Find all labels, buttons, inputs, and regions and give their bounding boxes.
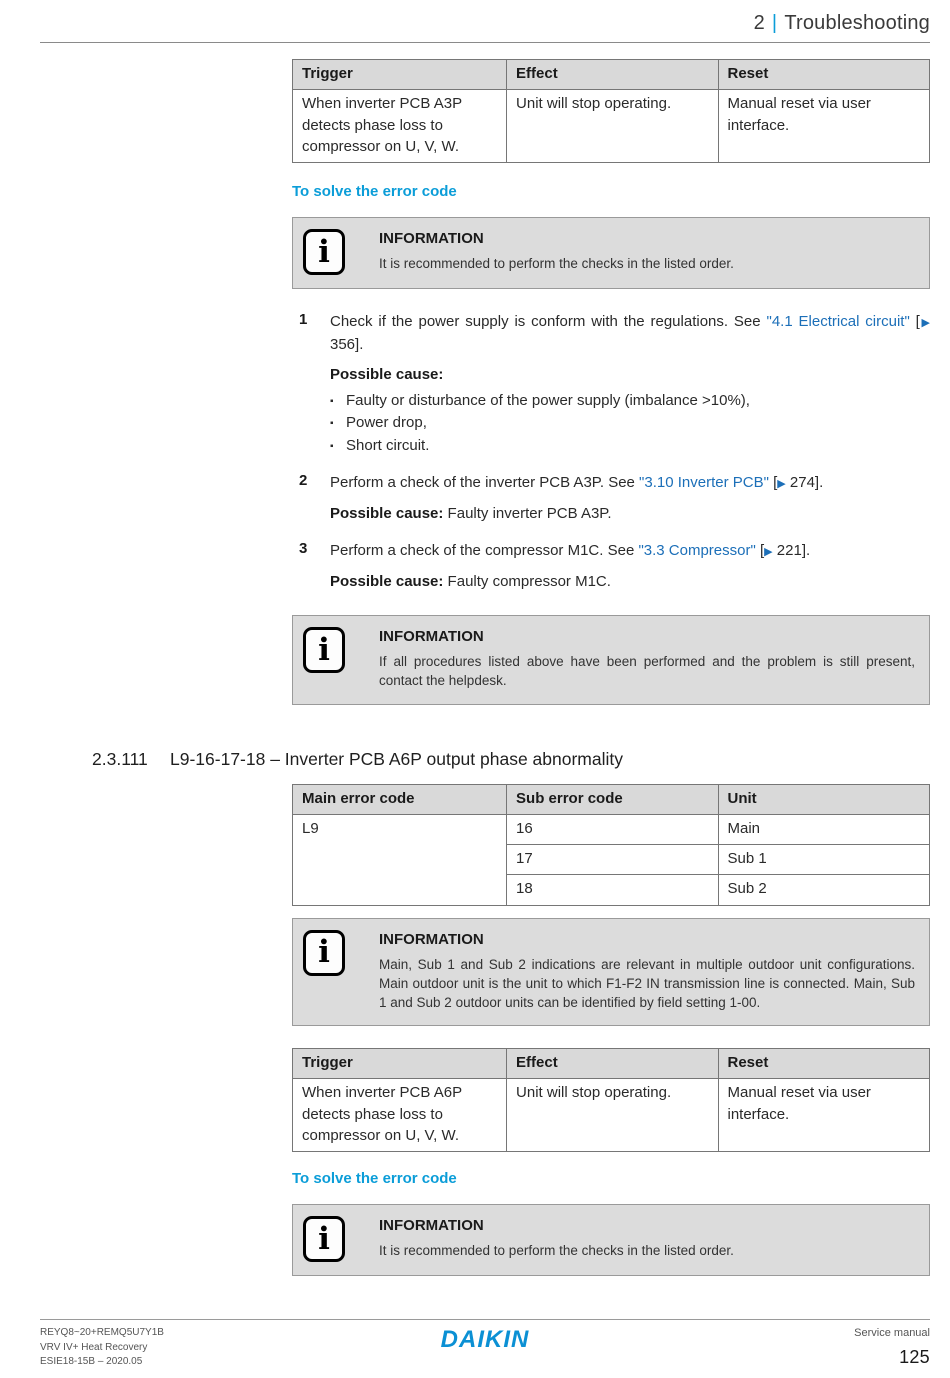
info-i-glyph: i <box>318 1220 330 1257</box>
table-cell-effect: Unit will stop operating. <box>507 1079 718 1152</box>
info-title: INFORMATION <box>379 930 484 948</box>
info-i-glyph: i <box>318 934 330 971</box>
ref-page: 221]. <box>772 542 811 560</box>
column-header-main-error-code: Main error code <box>293 784 507 814</box>
bullet-icon: ▪ <box>330 440 334 452</box>
page-number: 125 <box>899 1346 930 1367</box>
content-area <box>0 43 950 1276</box>
ref-page: 356]. <box>330 335 364 353</box>
list-item <box>330 390 930 413</box>
column-header-effect: Effect <box>507 1049 718 1079</box>
step-text-part: Perform a check of the inverter PCB A3P. See <box>330 474 640 492</box>
error-code-table <box>292 784 930 906</box>
bullet-icon: ▪ <box>330 395 334 407</box>
possible-cause <box>330 503 930 526</box>
table-cell-main-code: L9 <box>293 814 507 905</box>
bullet-text: Faulty or disturbance of the power supply (imbalance >10%), <box>346 391 750 409</box>
information-box <box>292 918 930 1026</box>
to-solve-heading: To solve the error code <box>292 1170 457 1188</box>
information-box <box>292 615 930 704</box>
step-1 <box>292 311 930 457</box>
cross-reference-link[interactable]: "3.3 Compressor" <box>638 542 756 560</box>
step-number: 2 <box>299 472 308 490</box>
info-title: INFORMATION <box>379 230 484 248</box>
info-text: It is recommended to perform the checks in the listed order. <box>379 1243 734 1259</box>
table-cell-unit: Sub 2 <box>718 875 930 905</box>
table-cell-trigger: When inverter PCB A6P detects phase loss to compressor on U, V, W. <box>293 1079 507 1152</box>
footer-doc-ref: ESIE18-15B – 2020.05 <box>40 1356 143 1368</box>
chapter-title <box>40 12 930 35</box>
ref-bracket: [ <box>909 313 920 331</box>
possible-cause-label: Possible cause: <box>330 366 444 384</box>
ref-arrow-icon: ▶ <box>764 546 773 559</box>
step-3 <box>292 540 930 593</box>
table-row <box>293 1079 930 1152</box>
step-body <box>330 540 930 593</box>
information-box <box>292 217 930 289</box>
info-text: It is recommended to perform the checks in the listed order. <box>379 256 734 272</box>
info-content <box>379 229 915 275</box>
bullet-text: Power drop, <box>346 414 427 432</box>
info-content <box>379 930 915 1012</box>
footer-product: VRV IV+ Heat Recovery <box>40 1341 148 1353</box>
bullet-icon: ▪ <box>330 418 334 430</box>
page-header <box>0 0 950 35</box>
step-2 <box>292 472 930 525</box>
column-header-effect: Effect <box>507 60 718 90</box>
ref-page: 274]. <box>785 474 824 492</box>
cross-reference-link[interactable]: "4.1 Electrical circuit" <box>766 313 910 331</box>
info-text: If all procedures listed above have been performed and the problem is still present, contact the helpdesk. <box>379 654 915 689</box>
info-i-glyph: i <box>318 233 330 270</box>
cause-bullet-list <box>330 390 930 458</box>
trigger-effect-reset-table-a6p <box>292 1048 930 1152</box>
information-icon <box>303 930 345 976</box>
page-footer <box>40 1319 930 1370</box>
possible-cause-label: Possible cause: <box>330 504 444 522</box>
table-row <box>293 90 930 163</box>
section-number: 2.3.111 <box>92 748 148 769</box>
step-text-part: Perform a check of the compressor M1C. See <box>330 542 639 560</box>
possible-cause <box>330 571 930 594</box>
ref-bracket: [ <box>755 542 765 560</box>
chapter-number: 2 <box>753 12 765 34</box>
information-icon <box>303 627 345 673</box>
table-cell-sub-code: 18 <box>507 875 718 905</box>
table-row <box>293 814 930 844</box>
section-heading <box>92 749 930 770</box>
info-content <box>379 627 915 690</box>
table-cell-sub-code: 16 <box>507 814 718 844</box>
info-title: INFORMATION <box>379 628 484 646</box>
info-text: Main, Sub 1 and Sub 2 indications are relevant in multiple outdoor unit configurations. Main outdoor unit is the unit to which F1-F2 IN transmission line is connected. Main, Sub 1 and Sub 2 outdoor units can be identified by field setting 1-00. <box>379 956 915 1010</box>
table-cell-effect: Unit will stop operating. <box>507 90 718 163</box>
ref-arrow-icon: ▶ <box>919 317 930 330</box>
list-item <box>330 412 930 435</box>
footer-doc-type: Service manual <box>854 1327 930 1340</box>
possible-cause <box>330 364 930 387</box>
chapter-name: Troubleshooting <box>784 12 930 34</box>
step-body <box>330 311 930 457</box>
step-text-part: Check if the power supply is conform with the regulations. See <box>330 313 767 331</box>
footer-document-info <box>40 1326 485 1370</box>
possible-cause-label: Possible cause: <box>330 572 444 590</box>
column-header-unit: Unit <box>718 784 930 814</box>
table-cell-unit: Sub 1 <box>718 845 930 875</box>
footer-model: REYQ8~20+REMQ5U7Y1B <box>40 1327 164 1339</box>
ref-arrow-icon: ▶ <box>777 478 786 491</box>
information-icon <box>303 229 345 275</box>
cross-reference-link[interactable]: "3.10 Inverter PCB" <box>639 474 769 492</box>
ref-bracket: [ <box>768 474 778 492</box>
info-i-glyph: i <box>318 631 330 668</box>
list-item <box>330 435 930 458</box>
info-content <box>379 1216 915 1262</box>
trigger-effect-reset-table-a3p <box>292 59 930 163</box>
column-header-trigger: Trigger <box>293 1049 507 1079</box>
possible-cause-text: Faulty compressor M1C. <box>443 572 611 590</box>
possible-cause-text: Faulty inverter PCB A3P. <box>443 504 612 522</box>
step-text <box>330 311 930 356</box>
table-cell-sub-code: 17 <box>507 845 718 875</box>
to-solve-heading: To solve the error code <box>292 183 457 201</box>
bullet-text: Short circuit. <box>346 436 430 454</box>
step-text <box>330 540 930 563</box>
daikin-logo: DAIKIN <box>440 1326 530 1354</box>
step-number: 1 <box>299 311 308 329</box>
footer-page-info <box>485 1326 930 1370</box>
table-cell-reset: Manual reset via user interface. <box>718 1079 930 1152</box>
table-cell-unit: Main <box>718 814 930 844</box>
table-cell-trigger: When inverter PCB A3P detects phase loss to compressor on U, V, W. <box>293 90 507 163</box>
info-title: INFORMATION <box>379 1217 484 1235</box>
information-box <box>292 1204 930 1276</box>
section-title: L9-16-17-18 – Inverter PCB A6P output phase abnormality <box>170 748 624 769</box>
step-text <box>330 472 930 495</box>
step-number: 3 <box>299 540 308 558</box>
column-header-sub-error-code: Sub error code <box>507 784 718 814</box>
column-header-reset: Reset <box>718 1049 930 1079</box>
chapter-divider: | <box>771 12 778 34</box>
information-icon <box>303 1216 345 1262</box>
column-header-trigger: Trigger <box>293 60 507 90</box>
column-header-reset: Reset <box>718 60 930 90</box>
step-body <box>330 472 930 525</box>
table-cell-reset: Manual reset via user interface. <box>718 90 930 163</box>
